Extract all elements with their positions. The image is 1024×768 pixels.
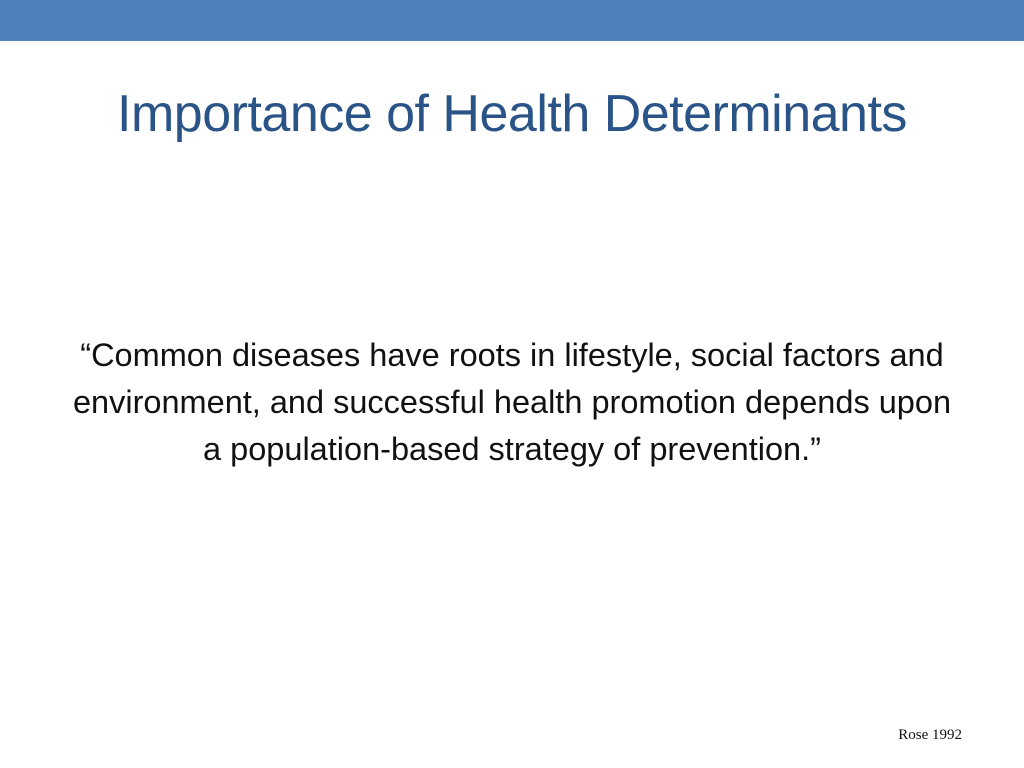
citation: Rose 1992 <box>898 727 962 743</box>
quote-text: “Common diseases have roots in lifestyle, social factors and environment, and successful health promotion depends upon a population-based strategy of prevention.” <box>72 337 952 467</box>
slide-title: Importance of Health Determinants <box>117 85 907 143</box>
top-accent-bar <box>0 0 1024 41</box>
